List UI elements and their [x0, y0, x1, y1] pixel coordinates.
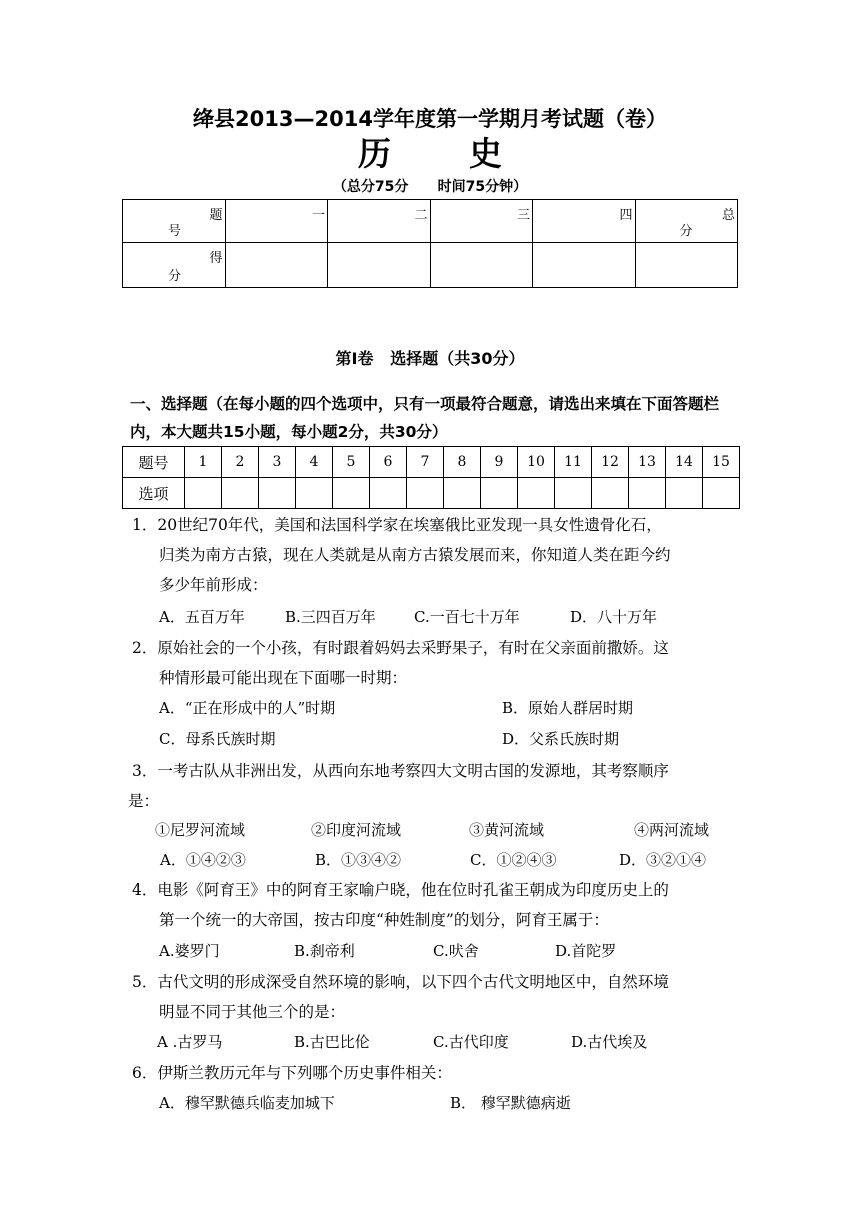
answer-cell[interactable]: [407, 478, 444, 509]
answer-number: 15: [703, 447, 740, 478]
question-2-line-2: 种情形最可能出现在下面哪一时期：: [159, 669, 408, 687]
question-5-line-1: 5．古代文明的形成深受自然环境的影响，以下四个古代文明地区中，自然环境: [132, 973, 669, 991]
answer-number: 9: [481, 447, 518, 478]
score-input-3[interactable]: [430, 243, 533, 288]
section-title: 第Ⅰ卷 选择题（共30分）: [335, 349, 525, 368]
subject-char-2: 史: [469, 134, 502, 173]
answer-number: 5: [333, 447, 370, 478]
answer-number: 7: [407, 447, 444, 478]
question-2-option-d[interactable]: D．父系氏族时期: [502, 730, 620, 748]
question-1-line-2: 归类为南方古猿，现在人类就是从南方古猿发展而来，你知道人类在距今约: [159, 546, 671, 564]
answer-row-header: 题号: [123, 447, 185, 478]
question-1: [132, 510, 742, 600]
score-table: [122, 199, 738, 288]
question-3-option-a[interactable]: A．①④②③: [160, 851, 246, 869]
section-instruction: 一、选择题（在每小题的四个选项中，只有一项最符合题意，请选出来填在下面答题栏内，本大题共15小题，每小题2分，共30分）: [130, 395, 720, 441]
answer-number: 13: [629, 447, 666, 478]
question-5: [132, 967, 742, 1027]
answer-number: 8: [444, 447, 481, 478]
question-4-line-1: 4．电影《阿育王》中的阿育王家喻户晓，他在位时孔雀王朝成为印度历史上的: [132, 881, 669, 899]
question-1-option-b[interactable]: B.三四百万年: [285, 608, 376, 626]
score-cell-label: 题 号: [123, 200, 226, 243]
score-cell-4: 四: [533, 200, 636, 243]
question-2-line-1: 2．原始社会的一个小孩，有时跟着妈妈去采野果子，有时在父亲面前撒娇。这: [132, 639, 669, 657]
score-input-4[interactable]: [533, 243, 636, 288]
question-1-line-1: 1．20世纪70年代，美国和法国科学家在埃塞俄比亚发现一具女性遗骨化石，: [132, 516, 662, 534]
answer-cell[interactable]: [296, 478, 333, 509]
question-4: [132, 875, 742, 935]
score-input-total[interactable]: [635, 243, 738, 288]
question-6-option-b[interactable]: B． 穆罕默德病逝: [450, 1094, 571, 1112]
answer-number: 12: [592, 447, 629, 478]
question-2-option-a[interactable]: A．“正在形成中的人”时期: [159, 699, 336, 717]
question-2-option-c[interactable]: C．母系氏族时期: [159, 730, 276, 748]
answer-cell[interactable]: [222, 478, 259, 509]
answer-number: 1: [185, 447, 222, 478]
question-3-line-2: 是：: [128, 792, 160, 810]
exam-meta: （总分75分 时间75分钟）: [332, 179, 528, 195]
question-3-option-d[interactable]: D．③②①④: [619, 851, 707, 869]
question-4-option-b[interactable]: B.刹帝利: [294, 942, 355, 960]
question-3-line-1: 3．一考古队从非洲出发，从西向东地考察四大文明古国的发源地，其考察顺序: [132, 762, 669, 780]
score-cell-total: 总 分: [635, 200, 738, 243]
question-4-line-2: 第一个统一的大帝国，按古印度“种姓制度”的划分，阿育王属于：: [159, 911, 609, 929]
score-cell-2: 二: [328, 200, 431, 243]
answer-cell[interactable]: [666, 478, 703, 509]
answer-cell[interactable]: [555, 478, 592, 509]
score-input-1[interactable]: [225, 243, 328, 288]
answer-cell[interactable]: [481, 478, 518, 509]
question-5-option-b[interactable]: B.古巴比伦: [294, 1033, 370, 1051]
question-2: [132, 633, 742, 693]
answer-cell[interactable]: [592, 478, 629, 509]
answer-cell[interactable]: [259, 478, 296, 509]
answer-row-label: 选项: [123, 478, 185, 509]
question-1-option-c[interactable]: C.一百七十万年: [414, 608, 520, 626]
score-table-header-row: [123, 200, 738, 243]
answer-cell[interactable]: [629, 478, 666, 509]
question-1-option-a[interactable]: A．五百万年: [159, 608, 245, 626]
question-3-item-3: ③黄河流域: [469, 821, 545, 839]
question-4-option-c[interactable]: C.吠舍: [433, 942, 479, 960]
question-1-option-d[interactable]: D．八十万年: [570, 608, 658, 626]
answer-cell[interactable]: [518, 478, 555, 509]
score-row-label: 得 分: [123, 243, 226, 288]
answer-number: 14: [666, 447, 703, 478]
subject-char-1: 历: [358, 134, 391, 173]
question-6-option-a[interactable]: A．穆罕默德兵临麦加城下: [159, 1094, 335, 1112]
question-5-option-a[interactable]: A .古罗马: [157, 1033, 223, 1051]
answer-number-row: [123, 447, 740, 478]
question-2-option-b[interactable]: B．原始人群居时期: [502, 699, 634, 717]
question-6: [132, 1058, 742, 1088]
answer-choice-row: [123, 478, 740, 509]
answer-number: 6: [370, 447, 407, 478]
question-3-item-1: ①尼罗河流域: [155, 821, 246, 839]
answer-cell[interactable]: [703, 478, 740, 509]
answer-cell[interactable]: [333, 478, 370, 509]
answer-number: 4: [296, 447, 333, 478]
score-cell-3: 三: [430, 200, 533, 243]
question-3-item-4: ④两河流域: [634, 821, 710, 839]
question-5-option-c[interactable]: C.古代印度: [433, 1033, 509, 1051]
answer-cell[interactable]: [444, 478, 481, 509]
question-3-item-2: ②印度河流域: [311, 821, 402, 839]
exam-title: 绛县2013—2014学年度第一学期月考试题（卷）: [193, 107, 667, 131]
subject-title: [0, 128, 860, 175]
question-4-option-d[interactable]: D.首陀罗: [555, 942, 617, 960]
answer-cell[interactable]: [185, 478, 222, 509]
answer-cell[interactable]: [370, 478, 407, 509]
question-3-option-c[interactable]: C．①②④③: [470, 851, 557, 869]
question-6-line-1: 6．伊斯兰教历元年与下列哪个历史事件相关：: [132, 1064, 452, 1082]
question-3: [128, 756, 742, 816]
question-1-line-3: 多少年前形成：: [159, 576, 268, 594]
question-5-option-d[interactable]: D.古代埃及: [571, 1033, 648, 1051]
question-4-option-a[interactable]: A.婆罗门: [159, 942, 220, 960]
answer-number: 10: [518, 447, 555, 478]
question-3-option-b[interactable]: B．①③④②: [315, 851, 402, 869]
score-input-2[interactable]: [328, 243, 431, 288]
answer-number: 11: [555, 447, 592, 478]
answer-table: [122, 446, 740, 509]
score-table-score-row: [123, 243, 738, 288]
answer-number: 3: [259, 447, 296, 478]
answer-number: 2: [222, 447, 259, 478]
question-5-line-2: 明显不同于其他三个的是：: [159, 1003, 346, 1021]
score-cell-1: 一: [225, 200, 328, 243]
